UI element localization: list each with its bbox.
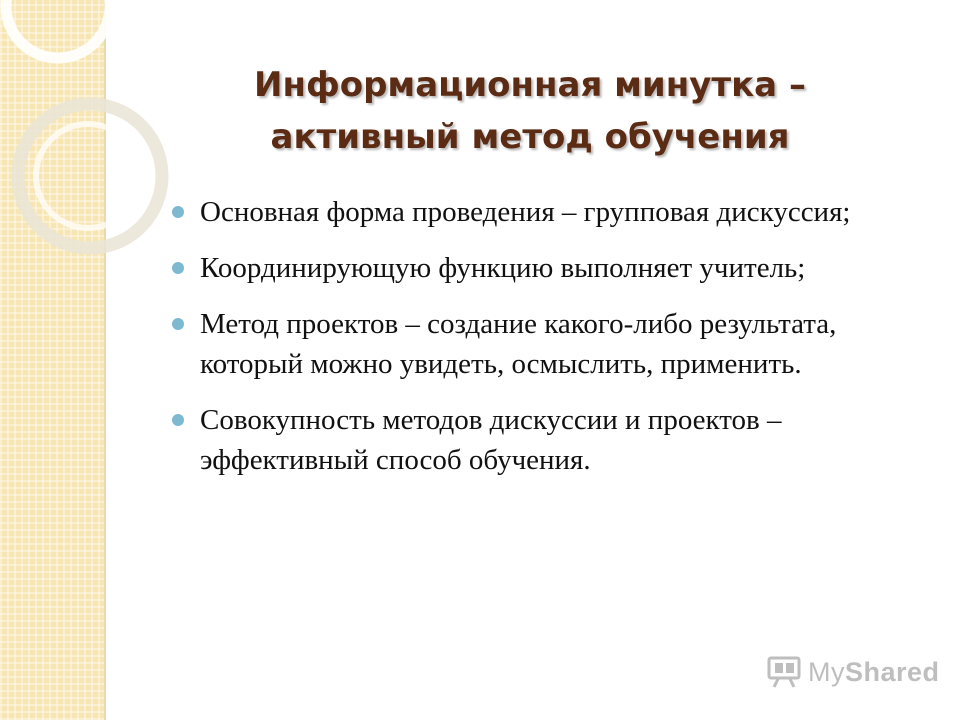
slide-title — [140, 59, 920, 163]
title-line-2: активный метод обучения — [270, 116, 790, 157]
bullet-text: Координирующую функцию выполняет учитель; — [200, 252, 806, 284]
bullet-text: Совокупность методов дискуссии и проектов – эффективный способ обучения. — [200, 404, 782, 476]
bullet-dot-icon — [172, 414, 184, 426]
bullet-text: Основная форма проведения – групповая дискуссия; — [200, 196, 851, 228]
presentation-board-icon — [766, 655, 802, 689]
watermark-text — [808, 657, 940, 688]
bullet-dot-icon — [172, 206, 184, 218]
deco-circle-top — [6, 0, 110, 58]
bullet-list — [172, 192, 932, 496]
watermark-prefix: My — [808, 656, 845, 687]
bullet-item — [172, 304, 932, 384]
bullet-dot-icon — [172, 262, 184, 274]
watermark-suffix: Shared — [845, 656, 940, 687]
bullet-item — [172, 248, 932, 288]
bullet-dot-icon — [172, 318, 184, 330]
bullet-item — [172, 192, 932, 232]
bullet-item — [172, 400, 932, 480]
deco-circle-inner — [36, 124, 140, 228]
bullet-text: Метод проектов – создание какого-либо результата, который можно увидеть, осмыслить, применить. — [200, 308, 837, 380]
myshared-watermark — [766, 652, 940, 692]
title-line-1: Информационная минутка – — [254, 64, 806, 105]
